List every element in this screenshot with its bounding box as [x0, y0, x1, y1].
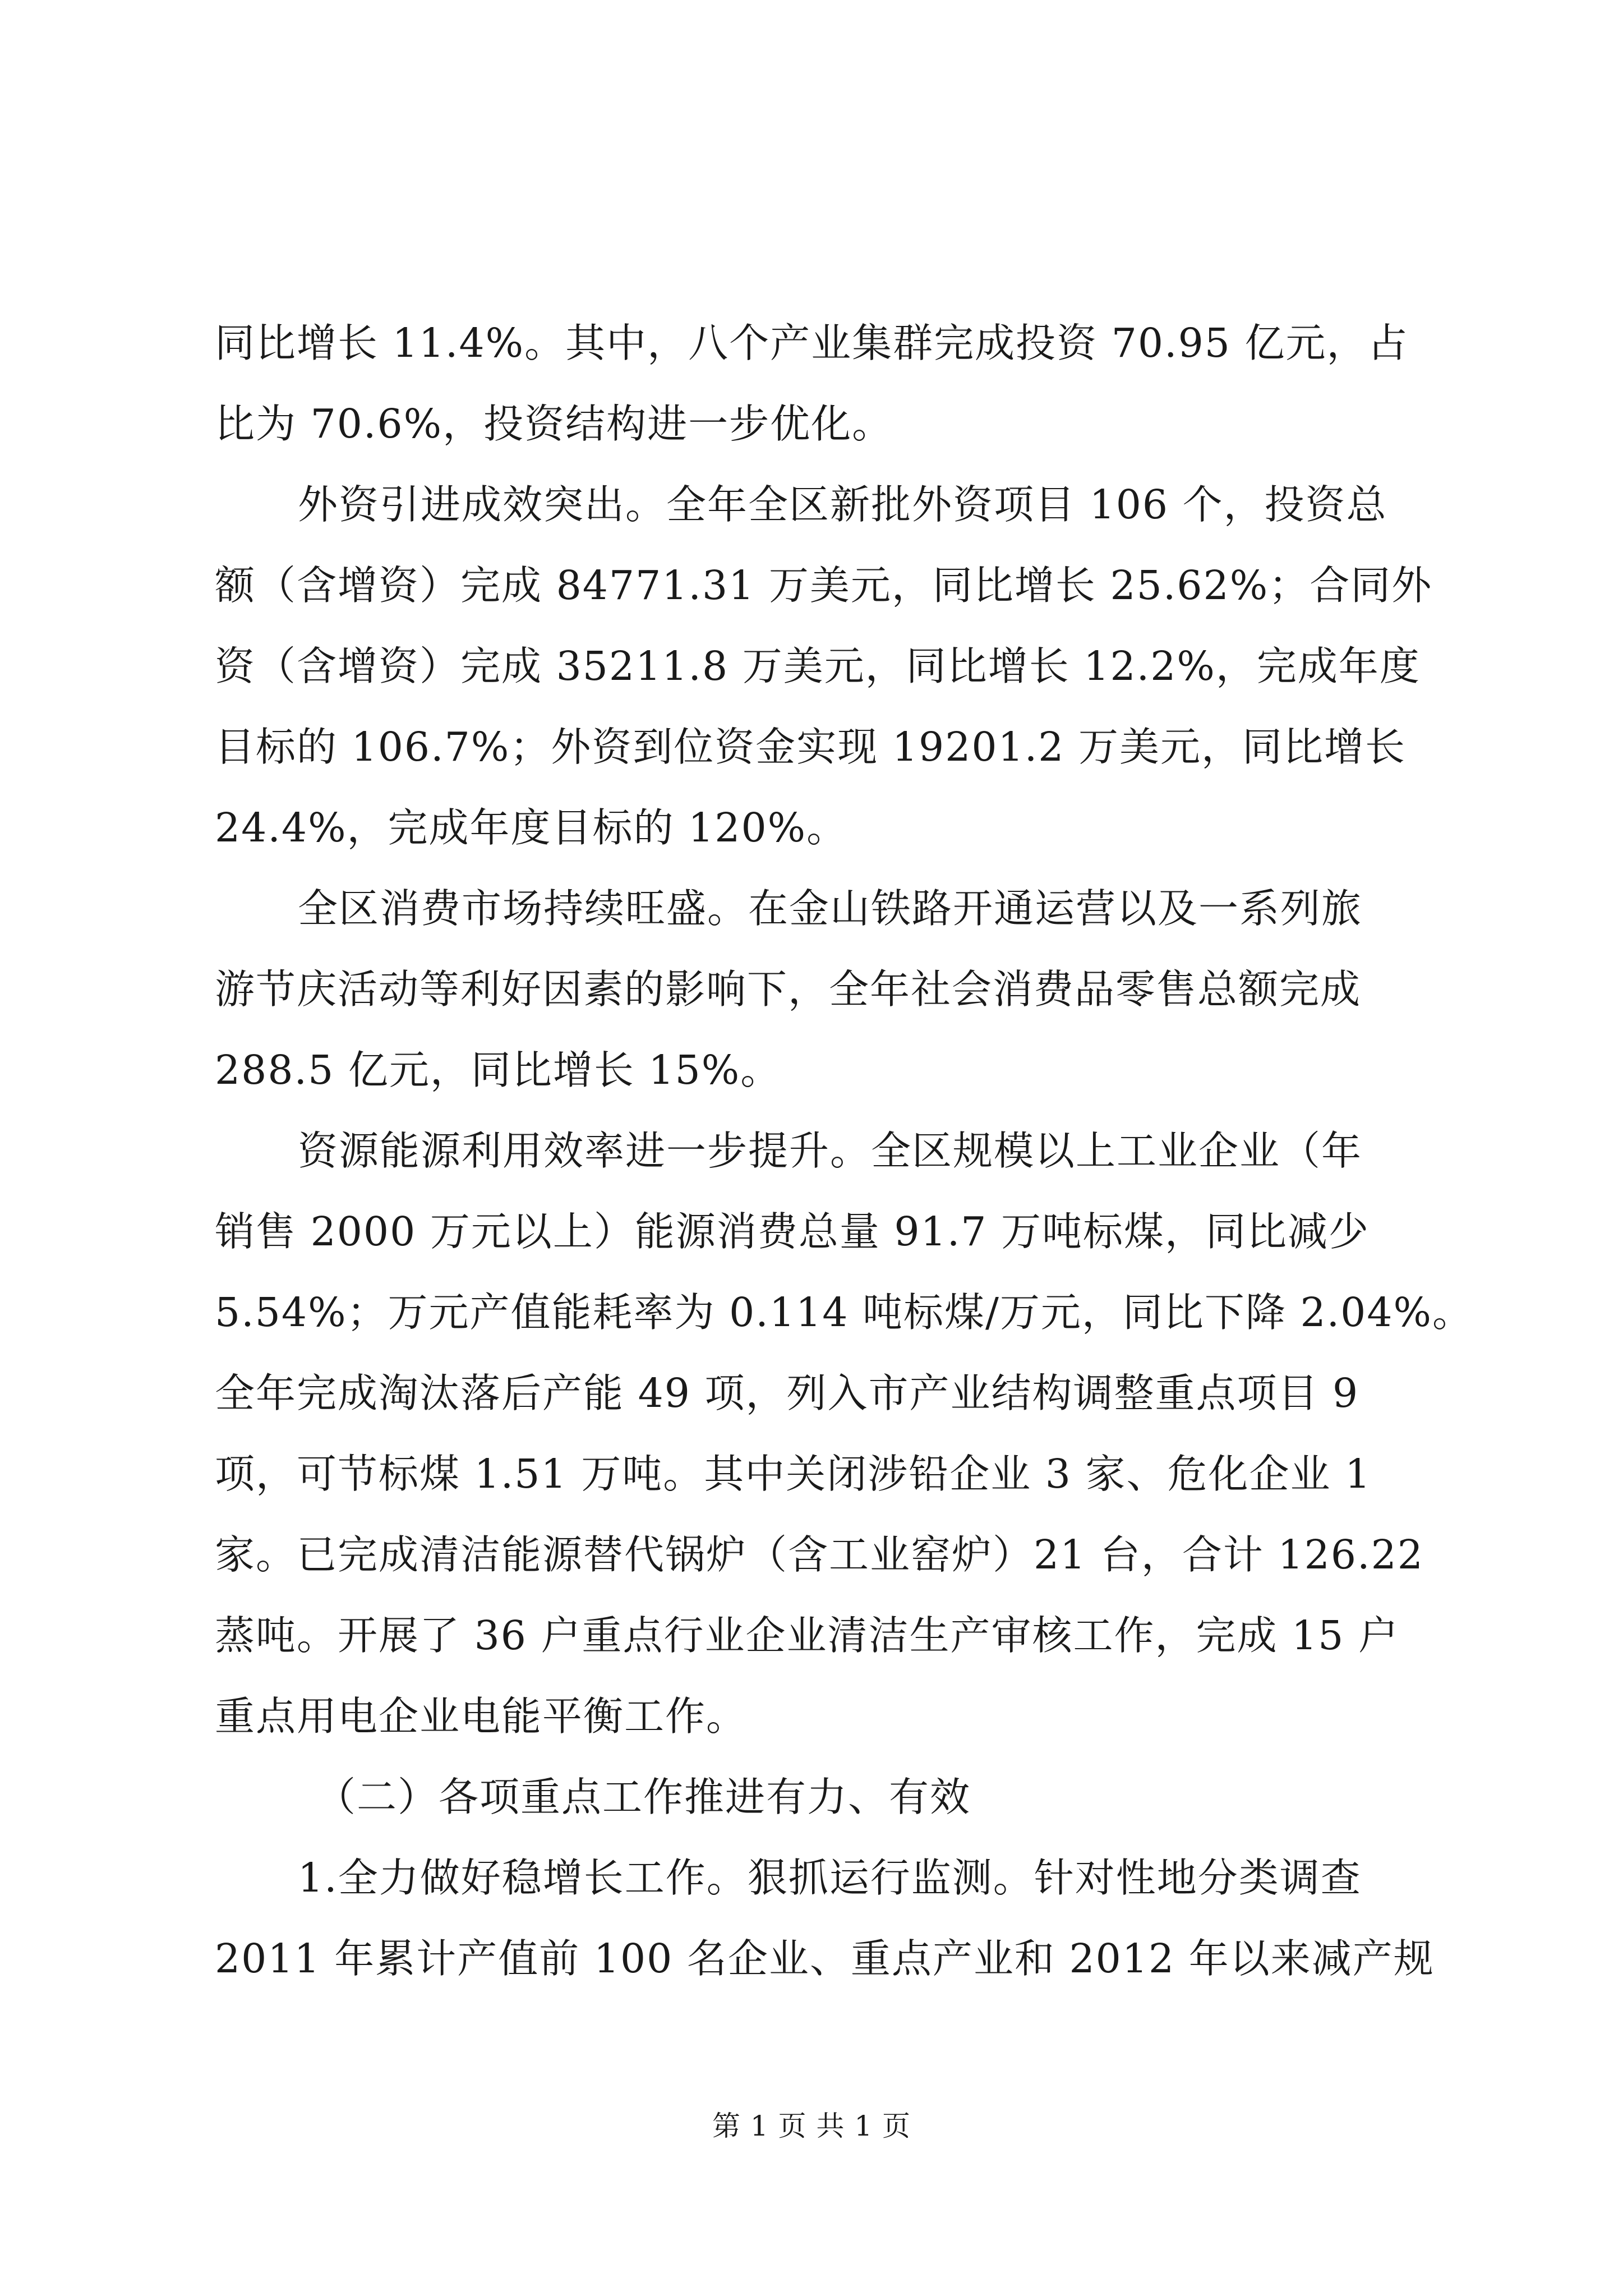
text-line-2: 比为 70.6%，投资结构进一步优化。: [215, 401, 893, 447]
text-line-17: 蒸吨。开展了 36 户重点行业企业清洁生产审核工作，完成 15 户: [215, 1612, 1399, 1659]
paragraph-stable-growth-start: 1.全力做好稳增长工作。狠抓运行监测。针对性地分类调查: [298, 1855, 1362, 1901]
section-heading: （二）各项重点工作推进有力、有效: [316, 1774, 971, 1820]
text-line-12: 销售 2000 万元以上）能源消费总量 91.7 万吨标煤，同比减少: [215, 1208, 1370, 1255]
text-line-5: 资（含增资）完成 35211.8 万美元，同比增长 12.2%，完成年度: [215, 643, 1421, 689]
text-line-1: 同比增长 11.4%。其中，八个产业集群完成投资 70.95 亿元，占: [215, 320, 1409, 366]
text-line-7: 24.4%，完成年度目标的 120%。: [215, 804, 848, 851]
text-line-4: 额（含增资）完成 84771.31 万美元，同比增长 25.62%；合同外: [215, 562, 1433, 609]
text-line-10: 288.5 亿元，同比增长 15%。: [215, 1047, 782, 1093]
text-line-16: 家。已完成清洁能源替代锅炉（含工业窑炉）21 台，合计 126.22: [215, 1531, 1424, 1578]
paragraph-consumer-market-start: 全区消费市场持续旺盛。在金山铁路开通运营以及一系列旅: [298, 885, 1363, 932]
text-line-13: 5.54%；万元产值能耗率为 0.114 吨标煤/万元，同比下降 2.04%。: [215, 1289, 1473, 1336]
text-line-14: 全年完成淘汰落后产能 49 项，列入市产业结构调整重点项目 9: [215, 1370, 1359, 1416]
text-line-9: 游节庆活动等利好因素的影响下，全年社会消费品零售总额完成: [215, 966, 1362, 1013]
body-text: [215, 303, 1473, 1999]
text-line-18: 重点用电企业电能平衡工作。: [215, 1693, 748, 1740]
text-line-21: 2011 年累计产值前 100 名企业、重点产业和 2012 年以来减产规: [215, 1935, 1435, 1982]
paragraph-energy-efficiency-start: 资源能源利用效率进一步提升。全区规模以上工业企业（年: [298, 1128, 1363, 1174]
text-line-6: 目标的 106.7%；外资到位资金实现 19201.2 万美元，同比增长: [215, 724, 1407, 770]
page-footer: 第 1 页 共 1 页: [712, 2110, 911, 2142]
paragraph-foreign-investment-start: 外资引进成效突出。全年全区新批外资项目 106 个，投资总: [298, 481, 1387, 528]
text-line-15: 项，可节标煤 1.51 万吨。其中关闭涉铅企业 3 家、危化企业 1: [215, 1451, 1372, 1497]
